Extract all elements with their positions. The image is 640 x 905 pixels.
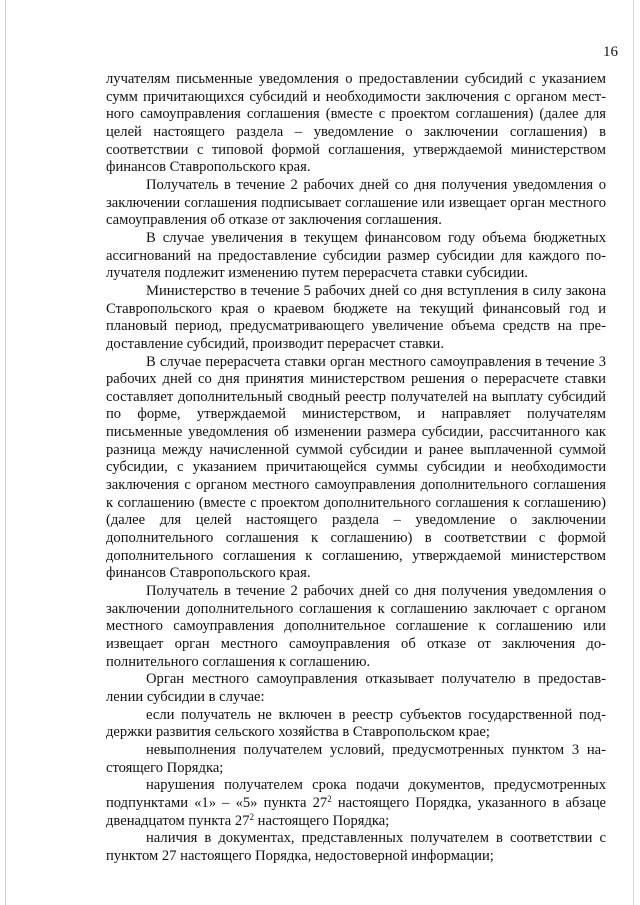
paragraph-text: нарушения получателем срока подачи документов, предусмотренных подпунктами «1» – «5» пункта 27 <box>106 777 606 811</box>
paragraph: Получатель в течение 2 рабочих дней со дня получения уведомления о заключении соглашения подписывает соглашение или извещает орган местного самоуправления об отказе от заключения соглашения. <box>106 176 606 229</box>
paragraph <box>106 777 606 830</box>
paragraph: если получатель не включен в реестр субъектов государственной поддержки развития сельского хозяйства в Ставропольском крае; <box>106 706 606 741</box>
paragraph: невыполнения получателем условий, предусмотренных пунктом 3 настоящего Порядка; <box>106 741 606 776</box>
scan-edge-left <box>5 0 6 905</box>
paragraph: лучателям письменные уведомления о предоставлении субсидий с указанием сумм причитающихся субсидий и необходимости заключения с органом местного самоуправления соглашения (вместе с проектом соглашения) (далее для целей настоящего раздела – уведомление о заключении соглашения) в соответствии с типовой формой соглашения, утверждаемой министерством финансов Ставропольского края. <box>106 71 606 176</box>
paragraph: Министерство в течение 5 рабочих дней со дня вступления в силу закона Ставропольского края о краевом бюджете на текущий финансовый год и плановый период, предусматривающего увеличение объема средств на предоставление субсидий, производит перерасчет ставки. <box>106 282 606 352</box>
paragraph-text: настоящего Порядка; <box>254 812 390 829</box>
superscript: 2 <box>327 793 332 804</box>
paragraph: Орган местного самоуправления отказывает получателю в предоставлении субсидии в случае: <box>106 671 606 705</box>
page-number: 16 <box>603 44 618 60</box>
paragraph: В случае увеличения в текущем финансовом году объема бюджетных ассигнований на предоставление субсидии размер субсидии для каждого получателя подлежит изменению путем перерасчета ставки субсидии. <box>106 229 606 282</box>
document-body <box>106 71 606 866</box>
scan-edge-right <box>633 0 634 905</box>
paragraph: Получатель в течение 2 рабочих дней со дня получения уведомления о заключении дополнительного соглашения к соглашению заключает с органом местного самоуправления дополнительное соглашение к соглашению или извещает орган местного самоуправления об отказе от заключения дополнительного соглашения к соглашению. <box>106 583 606 670</box>
superscript: 2 <box>249 811 255 822</box>
paragraph-text: настоящего Порядка, указанного в абзаце двенадцатом пункта 27 <box>106 794 606 829</box>
paragraph: наличия в документах, представленных получателем в соответствии с пунктом 27 настоящего Порядка, недостоверной информации; <box>106 830 606 864</box>
paragraph: В случае перерасчета ставки орган местного самоуправления в течение 3 рабочих дней со дня принятия министерством решения о перерасчете ставки составляет дополнительный сводный реестр получателей на выплату субсидий по форме, утверждаемой министерством, и направляет получателям письменные уведомления об изменении размера субсидии, рассчитанного как разница между начисленной суммой субсидии и ранее выплаченной суммой субсидии, с указанием причитающейся суммы субсидии и необходимости заключения с органом местного самоуправления дополнительного соглашения к соглашению (вместе с проектом дополнительного соглашения к соглашению) (далее для целей настоящего раздела – уведомление о заключении дополнительного соглашения к соглашению) в соответствии с формой дополнительного соглашения к соглашению, утверждаемой министерством финансов Ставропольского края. <box>106 353 606 582</box>
